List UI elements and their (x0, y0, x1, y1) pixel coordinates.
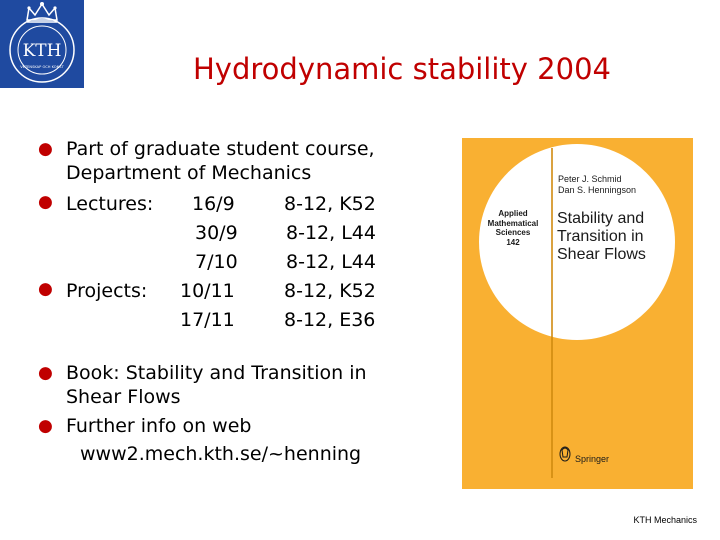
logo-motto: VETENSKAP OCH KONST (20, 65, 64, 69)
lecture-row (66, 190, 448, 219)
bullet-dot: ● (38, 139, 53, 159)
bullet-dot: ● (38, 192, 53, 212)
footer-text: KTH Mechanics (633, 515, 697, 525)
book-author: Peter J. Schmid (558, 174, 622, 184)
lecture-date: 7/10 (195, 251, 238, 273)
book-series (478, 209, 548, 247)
project-date: 10/11 (180, 280, 235, 302)
web-url[interactable]: www2.mech.kth.se/~henning (80, 443, 362, 465)
slide-title: Hydrodynamic stability 2004 (193, 52, 611, 86)
lecture-date: 16/9 (192, 193, 235, 215)
bullet-dot: ● (38, 363, 53, 383)
bullet-dot: ● (38, 279, 53, 299)
project-row (66, 277, 448, 306)
lecture-date: 30/9 (195, 222, 238, 244)
bullet-projects (38, 277, 448, 335)
lecture-row (66, 219, 448, 248)
book-title-line: Shear Flows (557, 246, 646, 263)
logo-text: KTH (22, 41, 62, 61)
book-title (557, 210, 646, 264)
book-title-line: Stability and (557, 210, 645, 227)
book-title-line: Transition in (557, 228, 644, 245)
book-line2: Shear Flows (66, 386, 181, 408)
bullet-course (38, 137, 448, 185)
series-line: Sciences (495, 228, 531, 237)
project-date: 17/11 (180, 309, 235, 331)
bullet-web (38, 414, 448, 438)
course-line2: Department of Mechanics (66, 162, 312, 184)
lecture-time: 8-12, L44 (286, 251, 376, 273)
bullet-book (38, 361, 448, 409)
lecture-row (66, 248, 448, 277)
book-author: Dan S. Henningson (558, 185, 637, 195)
bullet-dot: ● (38, 416, 53, 436)
bullet-lectures (38, 190, 448, 277)
project-row (66, 306, 448, 335)
bullet-list (38, 137, 448, 466)
project-time: 8-12, E36 (284, 309, 376, 331)
series-line: Applied (498, 209, 528, 218)
book-cover (462, 138, 693, 489)
series-number: 142 (506, 237, 520, 247)
book-authors (558, 174, 636, 196)
book-publisher: Springer (575, 454, 610, 464)
projects-label: Projects: (66, 280, 148, 302)
project-time: 8-12, K52 (284, 280, 376, 302)
web-line1: Further info on web (66, 415, 252, 437)
series-line: Mathematical (487, 218, 539, 228)
lecture-time: 8-12, K52 (284, 193, 376, 215)
book-line1: Book: Stability and Transition in (66, 362, 367, 384)
lecture-time: 8-12, L44 (286, 222, 376, 244)
kth-logo (0, 0, 84, 88)
lectures-label: Lectures: (66, 193, 154, 215)
course-line1: Part of graduate student course, (66, 138, 375, 160)
